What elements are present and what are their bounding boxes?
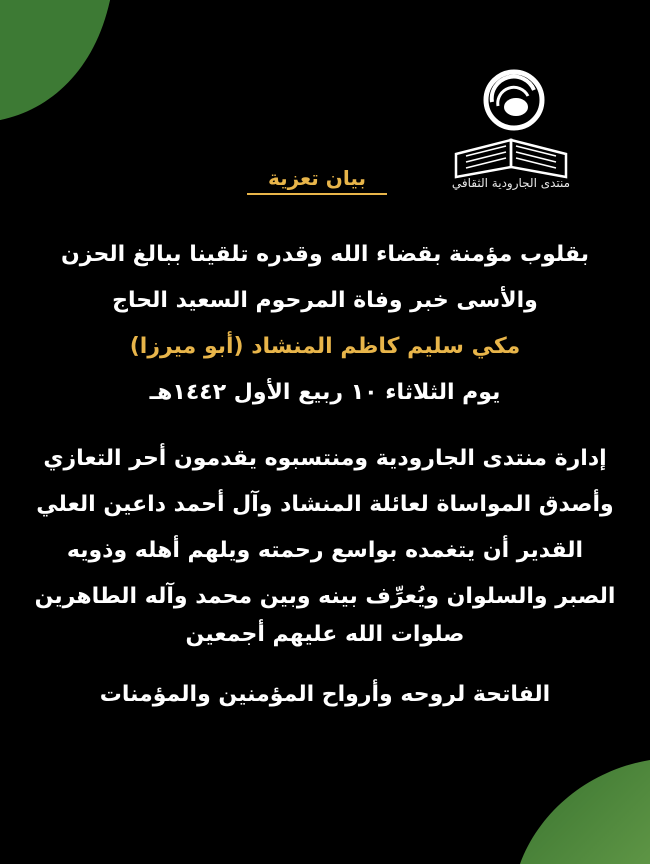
paragraph2-line1: إدارة منتدى الجارودية ومنتسبوه يقدمون أحر التعازي bbox=[43, 446, 607, 471]
paragraph1-line2: والأسى خبر وفاة المرحوم السعيد الحاج bbox=[112, 288, 538, 313]
logo-caption: منتدى الجارودية الثقافي bbox=[451, 176, 571, 190]
open-book-with-rings-logo-icon bbox=[436, 62, 586, 182]
paragraph1-date: يوم الثلاثاء ١٠ ربيع الأول ١٤٤٢هـ bbox=[149, 380, 501, 405]
closing-line: الفاتحة لروحه وأرواح المؤمنين والمؤمنات bbox=[99, 682, 551, 707]
deceased-name: مكي سليم كاظم المنشاد (أبو ميرزا) bbox=[129, 334, 521, 359]
title-underline bbox=[247, 193, 387, 195]
paragraph2-line5: صلوات الله عليهم أجمعين bbox=[185, 622, 465, 647]
statement-title: بيان تعزية bbox=[267, 166, 367, 190]
paragraph1-line1: بقلوب مؤمنة بقضاء الله وقدره تلقينا ببالغ الحزن bbox=[61, 242, 589, 267]
paragraph2-line4: الصبر والسلوان ويُعرِّف بينه وبين محمد وآله الطاهرين bbox=[34, 584, 616, 609]
paragraph2-line2: وأصدق المواساة لعائلة المنشاد وآل أحمد داعين العلي bbox=[36, 492, 614, 517]
paragraph2-line3: القدير أن يتغمده بواسع رحمته ويلهم أهله وذويه bbox=[66, 538, 584, 563]
